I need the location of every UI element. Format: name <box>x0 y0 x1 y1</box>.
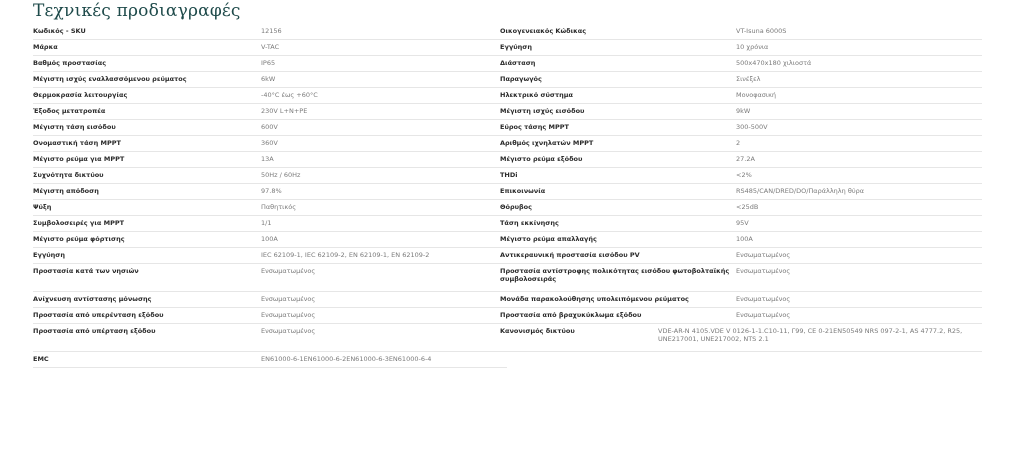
spec-value: 230V L+N+PE <box>261 107 308 115</box>
spec-label: Βαθμός προστασίας <box>33 59 107 67</box>
spec-value: 300-500V <box>736 123 768 131</box>
spec-value: 9kW <box>736 107 751 115</box>
spec-value: VDE-AR-N 4105.VDE V 0126-1-1.C10-11, Γ99, CE 0-21EN50549 NRS 097-2-1, AS 4777.2, R25, UNE217001, UNE217002, NTS 2.1 <box>658 327 963 343</box>
spec-value: 27.2A <box>736 155 755 163</box>
spec-value: Ενσωματωμένος <box>261 295 316 303</box>
spec-row-max-input-power <box>500 104 982 120</box>
spec-value: Ενσωματωμένος <box>261 267 316 275</box>
spec-row-emc <box>33 352 507 368</box>
spec-row-short-circuit <box>500 308 982 324</box>
spec-label: Μέγιστη τάση εισόδου <box>33 123 116 131</box>
spec-value: Ενσωματωμένος <box>736 251 791 259</box>
spec-label: EMC <box>33 355 49 363</box>
spec-row-manufacturer <box>500 72 982 88</box>
spec-row-grid-frequency <box>33 168 507 184</box>
spec-row-family-code <box>500 24 982 40</box>
spec-value: 10 χρόνια <box>736 43 769 51</box>
spec-label: Μέγιστο ρεύμα εξόδου <box>500 155 583 163</box>
spec-value: IP65 <box>261 59 276 67</box>
spec-label: Αντικεραυνική προστασία εισόδου PV <box>500 251 640 259</box>
spec-row-cooling <box>33 200 507 216</box>
spec-row-mppt-current <box>33 152 507 168</box>
spec-row-inverter-output <box>33 104 507 120</box>
spec-label: Μέγιστο ρεύμα φόρτισης <box>33 235 125 243</box>
spec-value: 6kW <box>261 75 276 83</box>
spec-label: Θερμοκρασία λειτουργίας <box>33 91 128 99</box>
spec-label: Συχνότητα δικτύου <box>33 171 104 179</box>
spec-label: Ψύξη <box>33 203 52 211</box>
spec-row-mppt-nominal <box>33 136 507 152</box>
spec-row-overcurrent <box>33 308 507 324</box>
spec-value: 13A <box>261 155 274 163</box>
spec-value: Ενσωματωμένος <box>736 295 791 303</box>
spec-label: Έξοδος μετατροπέα <box>33 107 106 115</box>
spec-value: V-TAC <box>261 43 280 51</box>
spec-value: IEC 62109-1, IEC 62109-2, EN 62109-1, EN 62109-2 <box>261 251 430 259</box>
spec-row-certification <box>33 248 507 264</box>
spec-label: Οικογενειακός Κώδικας <box>500 27 587 35</box>
spec-label: Εγγύηση <box>33 251 66 259</box>
spec-value: 500x470x180 χιλιοστά <box>736 59 812 67</box>
spec-label: Προστασία από υπερένταση εξόδου <box>33 311 164 319</box>
spec-value: <2% <box>736 171 752 179</box>
spec-label: Προστασία από υπέρταση εξόδου <box>33 327 156 335</box>
page-title: Τεχνικές προδιαγραφές <box>33 1 241 21</box>
spec-value: 600V <box>261 123 278 131</box>
spec-row-charge-current <box>33 232 507 248</box>
spec-row-startup-voltage <box>500 216 982 232</box>
spec-label: Μέγιστο ρεύμα απαλλαγής <box>500 235 597 243</box>
spec-row-protection <box>33 56 507 72</box>
spec-value: 360V <box>261 139 278 147</box>
spec-row-insulation <box>33 292 507 308</box>
spec-table-left <box>33 24 507 368</box>
spec-label: Θόρυβος <box>500 203 533 211</box>
spec-row-brand <box>33 40 507 56</box>
spec-value: 95V <box>736 219 749 227</box>
spec-value: EN61000-6-1EN61000-6-2EN61000-6-3EN61000-6-4 <box>261 355 432 363</box>
spec-label: Εύρος τάσης MPPT <box>500 123 569 131</box>
spec-label: Μέγιστη ισχύς εισόδου <box>500 107 585 115</box>
spec-label: Μέγιστη ισχύς εναλλασσόμενου ρεύματος <box>33 75 187 83</box>
spec-value: Ενσωματωμένος <box>736 311 791 319</box>
spec-label: Προστασία κατά των νησιών <box>33 267 139 275</box>
spec-row-warranty <box>500 40 982 56</box>
spec-label: Παραγωγός <box>500 75 542 83</box>
spec-value: VT-Isuna 6000S <box>736 27 787 35</box>
spec-value: Ενσωματωμένος <box>736 267 791 275</box>
spec-label: Ανίχνευση αντίστασης μόνωσης <box>33 295 152 303</box>
spec-value: 2 <box>736 139 741 147</box>
spec-row-temperature <box>33 88 507 104</box>
spec-label: Μέγιστη απόδοση <box>33 187 99 195</box>
spec-value: RS485/CAN/DRED/DO/Παράλληλη θύρα <box>736 187 864 195</box>
spec-row-noise <box>500 200 982 216</box>
spec-label: Συμβολοσειρές για MPPT <box>33 219 125 227</box>
spec-value: Ενσωματωμένος <box>261 327 316 335</box>
spec-row-overvoltage <box>33 324 507 352</box>
spec-label: Τάση εκκίνησης <box>500 219 559 227</box>
spec-value: Ενσωματωμένος <box>261 311 316 319</box>
spec-row-mppt-trackers <box>500 136 982 152</box>
spec-value: 12156 <box>261 27 282 35</box>
spec-label: THDi <box>500 171 518 179</box>
spec-label: Ηλεκτρικό σύστημα <box>500 91 574 99</box>
spec-label: Κανονισμός δικτύου <box>500 327 575 335</box>
spec-row-max-input-voltage <box>33 120 507 136</box>
spec-label: Διάσταση <box>500 59 536 67</box>
spec-row-thdi <box>500 168 982 184</box>
spec-label: Επικοινωνία <box>500 187 546 195</box>
spec-label: Προστασία αντίστροφης πολικότητας εισόδου φωτοβολταϊκής συμβολοσειράς <box>500 267 730 283</box>
spec-value: 50Hz / 60Hz <box>261 171 301 179</box>
spec-label: Κωδικός - SKU <box>33 27 86 35</box>
spec-value: 100A <box>736 235 753 243</box>
spec-value: Παθητικός <box>261 203 297 211</box>
spec-row-mppt-range <box>500 120 982 136</box>
spec-row-reverse-polarity <box>500 264 982 292</box>
spec-row-discharge-current <box>500 232 982 248</box>
spec-value: <25dB <box>736 203 759 211</box>
spec-value: -40°C έως +60°C <box>261 91 318 99</box>
spec-row-ac-power <box>33 72 507 88</box>
spec-row-electrical-system <box>500 88 982 104</box>
spec-row-strings <box>33 216 507 232</box>
spec-value: Σινέξελ <box>736 75 761 83</box>
spec-value: 1/1 <box>261 219 272 227</box>
spec-row-anti-islanding <box>33 264 507 292</box>
spec-row-efficiency <box>33 184 507 200</box>
spec-label: Μέγιστο ρεύμα για MPPT <box>33 155 125 163</box>
spec-row-pv-lightning <box>500 248 982 264</box>
spec-label: Μονάδα παρακολούθησης υπολειπόμενου ρεύματος <box>500 295 689 303</box>
spec-row-communication <box>500 184 982 200</box>
spec-row-max-output-current <box>500 152 982 168</box>
spec-row-sku <box>33 24 507 40</box>
spec-table-right <box>500 24 982 352</box>
spec-label: Ονομαστική τάση MPPT <box>33 139 121 147</box>
spec-row-residual-current <box>500 292 982 308</box>
spec-row-dimensions <box>500 56 982 72</box>
spec-label: Αριθμός ιχνηλατών MPPT <box>500 139 594 147</box>
spec-value: 97.8% <box>261 187 282 195</box>
spec-value: Μονοφασική <box>736 91 777 99</box>
spec-label: Μάρκα <box>33 43 58 51</box>
spec-label: Προστασία από βραχυκύκλωμα εξόδου <box>500 311 642 319</box>
spec-label: Εγγύηση <box>500 43 533 51</box>
spec-value: 100A <box>261 235 278 243</box>
spec-row-grid-regulation <box>500 324 982 352</box>
